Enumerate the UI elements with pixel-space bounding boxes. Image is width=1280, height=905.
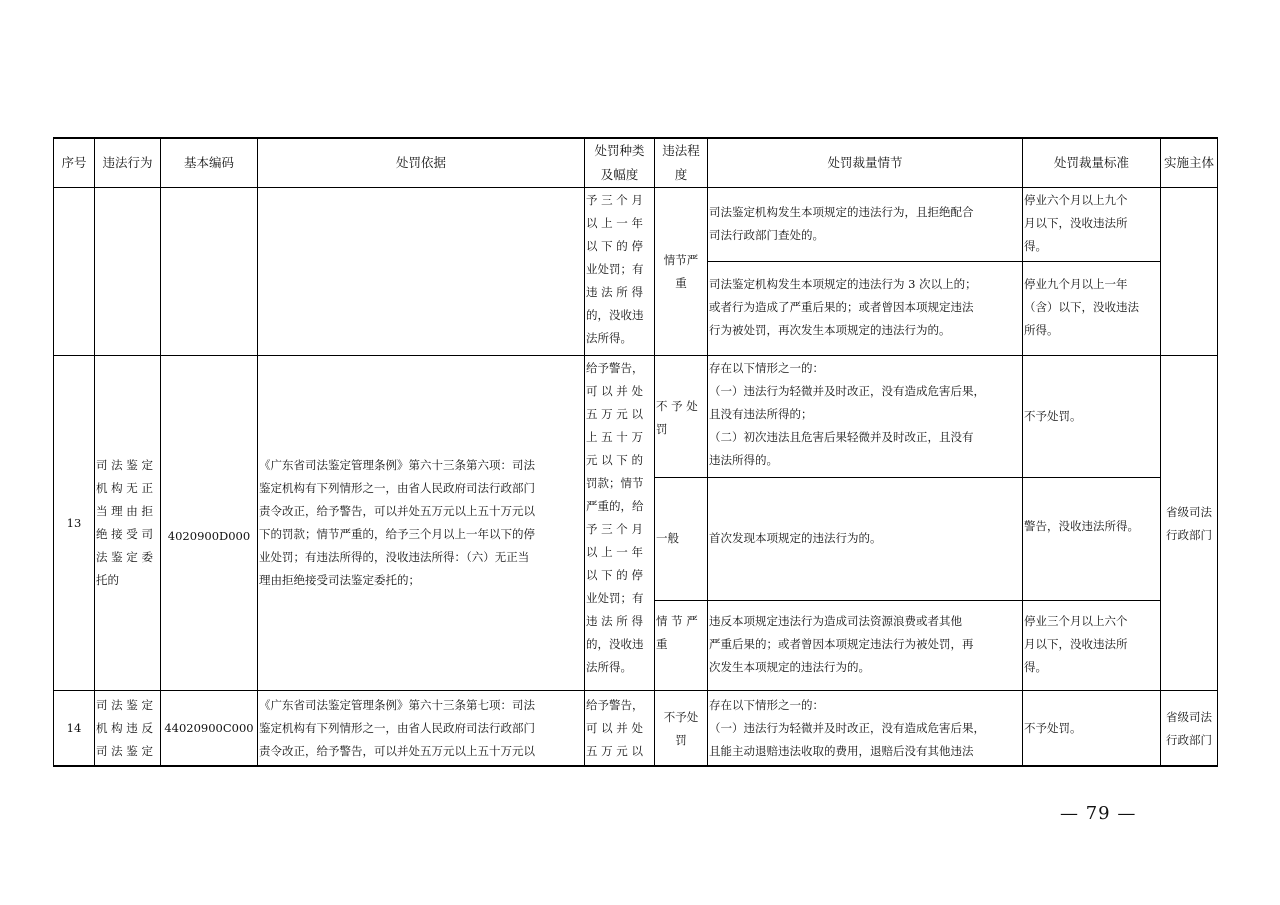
text-line: 五 万 元 以 (586, 407, 643, 421)
header-code: 基本编码 (183, 154, 234, 170)
cont-circumstance-2 (709, 273, 1022, 342)
header-standard: 处罚裁量标准 (1053, 154, 1129, 170)
text-line: 不 予 处 (656, 399, 698, 413)
row14-circumstance-none (709, 694, 1022, 763)
row13-standard-serious (1024, 610, 1160, 679)
text-line: 的，没收违 (586, 308, 644, 322)
text-line: 业处罚；有 (586, 591, 644, 605)
row13-circumstance-general: 首次发现本项规定的违法行为的。 (709, 531, 882, 545)
text-line: 月以下，没收违法所 (1024, 216, 1128, 230)
text-line: 以 上 一 年 (586, 216, 643, 230)
text-line: 《广东省司法鉴定管理条例》第六十三条第七项：司法 (259, 698, 535, 712)
row13-penalty-type (586, 357, 654, 679)
row13-degree-none (656, 395, 707, 441)
text-line: 业处罚；有 (586, 262, 644, 276)
text-line: 罚款；情节 (586, 476, 644, 490)
header-degree-line2: 度 (674, 166, 688, 182)
text-line: 存在以下情形之一的： (709, 698, 824, 712)
row14-degree-none (655, 706, 707, 752)
text-line: 可 以 并 处 (586, 384, 643, 398)
row14-seq: 14 (66, 721, 82, 735)
text-line: 严重后果的；或者曾因本项规定违法行为被处罚，再 (709, 637, 974, 651)
row13-basis (259, 454, 584, 592)
row13-circumstance-serious (709, 610, 1022, 679)
text-line: 得。 (1024, 239, 1047, 253)
row13-code: 4020900D000 (167, 529, 251, 543)
row13-circumstance-none (709, 357, 1022, 472)
text-line: 《广东省司法鉴定管理条例》第六十三条第六项：司法 (259, 458, 535, 472)
header-penalty-type-line2: 及幅度 (600, 166, 639, 182)
text-line: 司法鉴定机构发生本项规定的违法行为，且拒绝配合 (709, 205, 974, 219)
text-line: 予 三 个 月 (586, 522, 643, 536)
text-line: 元 以 下 的 (586, 453, 643, 467)
text-line: （二）初次违法且危害后果轻微并及时改正，且没有 (709, 430, 974, 444)
text-line: 机 构 违 反 (96, 721, 153, 735)
text-line: 或者行为造成了严重后果的；或者曾因本项规定违法 (709, 300, 974, 314)
text-line: 重 (675, 276, 687, 290)
text-line: 鉴定机构有下列情形之一，由省人民政府司法行政部门 (259, 481, 535, 495)
text-line: 法所得。 (586, 331, 632, 345)
text-line: 行政部门 (1166, 528, 1212, 542)
row14-code: 44020900C000 (164, 721, 254, 735)
text-line: 省级司法 (1166, 505, 1212, 519)
text-line: 司 法 鉴 定 (96, 458, 153, 472)
cont-penalty-type (586, 189, 654, 350)
row13-degree-general: 一般 (656, 531, 679, 545)
header-penalty-type (585, 138, 654, 187)
page-number: — 79 — (1060, 803, 1137, 824)
text-line: （一）违法行为轻微并及时改正，没有造成危害后果， (709, 721, 985, 735)
text-line: 罚 (656, 422, 668, 436)
cont-circumstance-1 (709, 201, 1022, 247)
header-basis: 处罚依据 (395, 154, 446, 170)
text-line: 业处罚；有违法所得的，没收违法所得：（六）无正当 (259, 550, 530, 564)
text-line: 重 (656, 637, 668, 651)
header-degree (655, 138, 707, 187)
header-seq: 序号 (61, 154, 87, 170)
header-circumstance: 处罚裁量情节 (827, 154, 903, 170)
text-line: 违 法 所 得 (586, 614, 643, 628)
text-line: 省级司法 (1166, 710, 1212, 724)
row14-penalty-type (586, 694, 654, 763)
text-line: 停业九个月以上一年 (1024, 277, 1128, 291)
text-line: 停业六个月以上九个 (1024, 193, 1128, 207)
text-line: 理由拒绝接受司法鉴定委托的； (259, 573, 420, 587)
row13-standard-none: 不予处罚。 (1024, 409, 1082, 423)
text-line: 上 五 十 万 (586, 430, 643, 444)
text-line: 鉴定机构有下列情形之一，由省人民政府司法行政部门 (259, 721, 535, 735)
text-line: 严重的，给 (586, 499, 644, 513)
text-line: 行政部门 (1166, 733, 1212, 747)
text-line: 情 节 严 (656, 614, 698, 628)
text-line: 以 下 的 停 (586, 239, 643, 253)
row13-body (1161, 501, 1217, 547)
text-line: 违法所得的。 (709, 453, 778, 467)
text-line: 不予处 (663, 710, 699, 724)
text-line: 违 法 所 得 (586, 285, 643, 299)
text-line: 的，没收违 (586, 637, 644, 651)
text-line: 当 理 由 拒 (96, 504, 153, 518)
header-penalty-type-line1: 处罚种类 (594, 142, 645, 158)
header-violation: 违法行为 (102, 154, 153, 170)
text-line: 以 下 的 停 (586, 568, 643, 582)
text-line: 且能主动退赔违法收取的费用，退赔后没有其他违法 (709, 744, 974, 758)
row14-body (1161, 706, 1217, 752)
text-line: 且没有违法所得的； (709, 407, 813, 421)
text-line: 罚 (675, 733, 687, 747)
text-line: 得。 (1024, 660, 1047, 674)
text-line: 违反本项规定违法行为造成司法资源浪费或者其他 (709, 614, 962, 628)
text-line: 五 万 元 以 (586, 744, 643, 758)
text-line: 下的罚款；情节严重的，给予三个月以上一年以下的停 (259, 527, 535, 541)
cont-standard-2 (1024, 273, 1160, 342)
row14-violation (96, 694, 160, 763)
text-line: 责令改正，给予警告，可以并处五万元以上五十万元以 (259, 504, 535, 518)
text-line: 以 上 一 年 (586, 545, 643, 559)
text-line: 存在以下情形之一的： (709, 361, 824, 375)
row13-seq: 13 (66, 516, 82, 530)
text-line: 责令改正，给予警告，可以并处五万元以上五十万元以 (259, 744, 535, 758)
text-line: 停业三个月以上六个 (1024, 614, 1128, 628)
text-line: 给予警告， (586, 361, 644, 375)
text-line: 行为被处罚，再次发生本项规定的违法行为的。 (709, 323, 951, 337)
row13-degree-serious (656, 610, 707, 656)
text-line: 法所得。 (586, 660, 632, 674)
text-line: 托的 (96, 573, 119, 587)
cont-degree-serious (656, 249, 706, 295)
header-degree-line1: 违法程 (662, 142, 700, 158)
text-line: 予 三 个 月 (586, 193, 643, 207)
text-line: 次发生本项规定的违法行为的。 (709, 660, 870, 674)
text-line: 司法行政部门查处的。 (709, 228, 824, 242)
row14-standard-none: 不予处罚。 (1024, 721, 1082, 735)
cont-standard-1 (1024, 189, 1160, 258)
text-line: 给予警告， (586, 698, 644, 712)
text-line: 司 法 鉴 定 (96, 698, 153, 712)
text-line: 绝 接 受 司 (96, 527, 153, 541)
text-line: 司 法 鉴 定 (96, 744, 153, 758)
text-line: （一）违法行为轻微并及时改正，没有造成危害后果， (709, 384, 985, 398)
header-body: 实施主体 (1163, 154, 1214, 170)
row13-standard-general: 警告，没收违法所得。 (1024, 519, 1139, 533)
row13-violation (96, 454, 160, 592)
text-line: 可 以 并 处 (586, 721, 643, 735)
text-line: 司法鉴定机构发生本项规定的违法行为 3 次以上的； (709, 277, 977, 291)
text-line: （含）以下，没收违法 (1024, 300, 1139, 314)
row14-basis (259, 694, 584, 763)
text-line: 机 构 无 正 (96, 481, 153, 495)
text-line: 情节严 (663, 253, 699, 267)
text-line: 月以下，没收违法所 (1024, 637, 1128, 651)
text-line: 法 鉴 定 委 (96, 550, 153, 564)
text-line: 所得。 (1024, 323, 1059, 337)
